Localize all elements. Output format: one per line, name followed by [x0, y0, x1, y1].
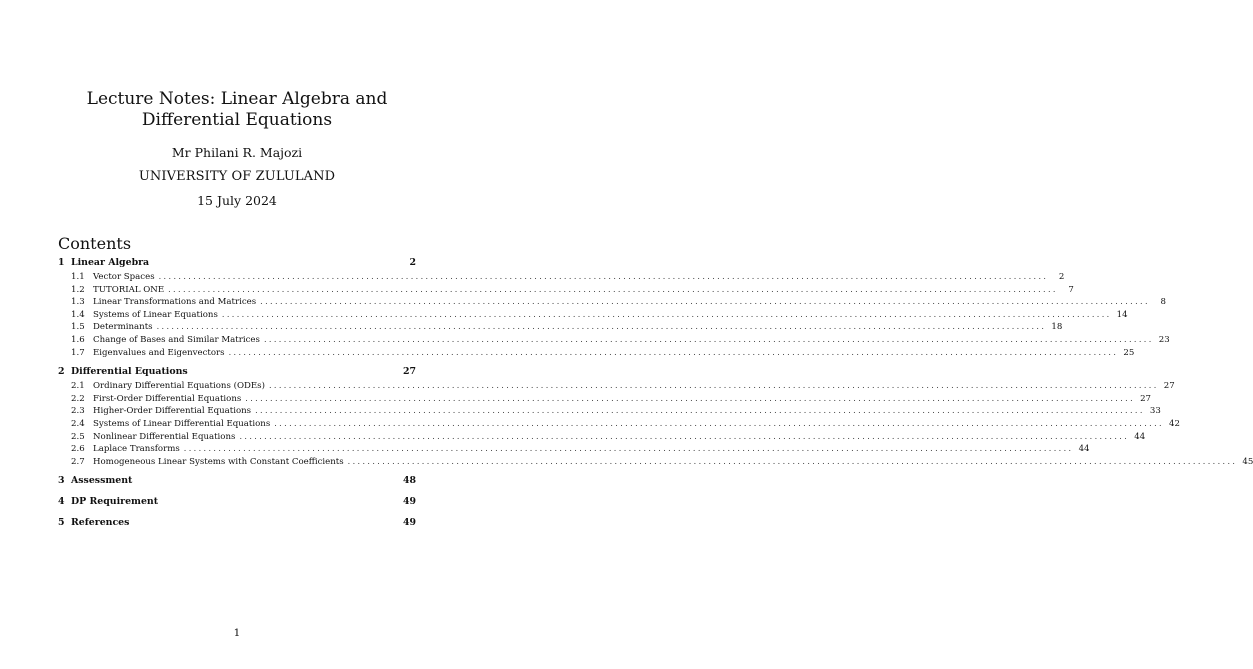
toc-subsection-title: Ordinary Differential Equations (ODEs) — [93, 381, 265, 392]
toc-dot-leader: .................................................................................................................................................................................... — [260, 297, 1150, 307]
toc-subsection-title: Eigenvalues and Eigenvectors — [93, 347, 225, 358]
toc-dot-leader: .................................................................................................................................................................................... — [245, 393, 1136, 403]
toc-subsection-title: Linear Transformations and Matrices — [93, 297, 257, 308]
toc-dot-leader: .................................................................................................................................................................................... — [168, 284, 1058, 294]
toc-subsection-page: 27 — [1140, 393, 1152, 404]
toc-section-page: 2 — [409, 257, 416, 268]
toc-section-title: References — [71, 517, 130, 529]
toc-subsection-title: Systems of Linear Equations — [93, 309, 218, 320]
document-date: 15 July 2024 — [197, 193, 277, 208]
toc-subsection-entry[interactable] — [58, 347, 1135, 361]
toc-subsection-entry[interactable] — [58, 456, 1253, 470]
toc-subsection-title: TUTORIAL ONE — [93, 284, 165, 295]
document-title: Lecture Notes: Linear Algebra and Differential Equations — [86, 89, 388, 130]
toc-subsection-number: 2.3 — [71, 406, 85, 417]
toc-dot-leader: .................................................................................................................................................................................... — [228, 347, 1119, 357]
toc-section-title: Linear Algebra — [71, 257, 150, 268]
toc-section-number: 5 — [58, 517, 65, 529]
toc-subsection-entry[interactable] — [58, 381, 1175, 394]
toc-subsection-entry[interactable] — [58, 309, 1128, 323]
toc-subsection-entry[interactable] — [58, 444, 1090, 457]
toc-section-number: 2 — [58, 366, 65, 378]
toc-subsection-title: Laplace Transforms — [93, 444, 180, 455]
toc-subsection-page: 18 — [1051, 322, 1063, 333]
page-number: 1 — [233, 627, 241, 639]
toc-section-number: 3 — [58, 475, 65, 487]
toc-section-entry[interactable] — [58, 257, 416, 272]
toc-subsection-number: 2.4 — [71, 418, 85, 429]
toc-subsection-entry[interactable] — [58, 431, 1146, 445]
toc-subsection-number: 2.1 — [71, 381, 85, 392]
toc-subsection-page: 44 — [1078, 444, 1090, 455]
toc-subsection-number: 1.1 — [71, 272, 85, 282]
toc-section — [58, 366, 1253, 469]
toc-subsection-page: 8 — [1160, 297, 1166, 308]
toc-subsection-entry[interactable] — [58, 322, 1063, 335]
toc-dot-leader: .................................................................................................................................................................................... — [183, 444, 1074, 454]
toc-subsection-page: 33 — [1149, 406, 1161, 417]
toc-subsection-page: 42 — [1169, 418, 1180, 429]
toc-subsection-number: 1.4 — [71, 309, 85, 320]
toc-section — [58, 496, 416, 511]
toc-subsection-page: 45 — [1242, 456, 1253, 467]
toc-section-page: 49 — [402, 496, 416, 508]
toc-subsection-number: 2.6 — [71, 444, 85, 455]
toc-subsection-title: Vector Spaces — [93, 272, 155, 282]
toc-section-entry[interactable] — [58, 496, 416, 511]
toc-subsection-number: 1.5 — [71, 322, 85, 333]
toc-subsection-entry[interactable] — [58, 284, 1074, 298]
toc-section-page: 49 — [402, 517, 416, 529]
toc-section-page: 27 — [402, 366, 416, 378]
toc-section-title: Differential Equations — [71, 366, 188, 378]
toc-subsection-page: 7 — [1068, 284, 1074, 295]
toc-subsection-number: 1.2 — [71, 284, 85, 295]
author-name: Mr Philani R. Majozi — [171, 145, 303, 160]
toc-dot-leader: .................................................................................................................................................................................... — [239, 431, 1130, 441]
toc-section-page: 48 — [402, 475, 416, 487]
toc-section-entry[interactable] — [58, 475, 416, 490]
toc-subsection-number: 2.2 — [71, 393, 85, 404]
toc-subsection-title: Determinants — [93, 322, 153, 333]
toc-subsection-entry[interactable] — [58, 406, 1161, 419]
toc-subsection-title: Nonlinear Differential Equations — [93, 431, 236, 442]
toc-section-number: 1 — [58, 257, 65, 268]
toc-section-title: DP Requirement — [71, 496, 159, 508]
toc-subsection-title: Systems of Linear Differential Equations — [93, 418, 271, 429]
toc-subsection-number: 1.7 — [71, 347, 85, 358]
toc-section-entry[interactable] — [58, 517, 416, 532]
toc-subsection-entry[interactable] — [58, 297, 1166, 310]
toc-dot-leader: .................................................................................................................................................................................... — [221, 309, 1112, 319]
toc-section-number: 4 — [58, 496, 65, 508]
toc-subsection-entry[interactable] — [58, 272, 1065, 285]
toc-subsection-page: 2 — [1058, 272, 1065, 282]
toc-subsection-entry[interactable] — [58, 334, 1170, 348]
toc-subsection-number: 2.5 — [71, 431, 85, 442]
toc-section-entry[interactable] — [58, 366, 416, 381]
institution-name: UNIVERSITY OF ZULULAND — [138, 169, 336, 184]
toc-section — [58, 475, 416, 490]
toc-subsection-page: 23 — [1158, 334, 1170, 345]
toc-subsection-title: Change of Bases and Similar Matrices — [93, 334, 260, 345]
toc-subsection-page: 44 — [1134, 431, 1146, 442]
toc-subsection-title: Homogeneous Linear Systems with Constant Coefficients — [93, 456, 344, 467]
toc-subsection-number: 1.3 — [71, 297, 85, 308]
toc-subsection-title: Higher-Order Differential Equations — [93, 406, 252, 417]
toc-subsection-page: 14 — [1116, 309, 1128, 320]
toc-subsection-entry[interactable] — [58, 393, 1152, 407]
toc-dot-leader: .................................................................................................................................................................................... — [263, 334, 1154, 344]
toc-dot-leader: .................................................................................................................................................................................... — [255, 406, 1145, 416]
toc-dot-leader: .................................................................................................................................................................................... — [274, 418, 1164, 428]
toc-dot-leader: .................................................................................................................................................................................... — [347, 456, 1238, 466]
toc-subsection-number: 2.7 — [71, 456, 85, 467]
toc-subsection-page: 25 — [1123, 347, 1135, 358]
toc-dot-leader: .................................................................................................................................................................................... — [268, 381, 1159, 391]
toc-section — [58, 517, 416, 532]
toc-subsection-number: 1.6 — [71, 334, 85, 345]
table-of-contents — [58, 257, 1253, 538]
toc-subsection-title: First-Order Differential Equations — [93, 393, 242, 404]
contents-heading: Contents — [58, 234, 132, 253]
toc-section-title: Assessment — [71, 475, 133, 487]
toc-subsection-entry[interactable] — [58, 418, 1180, 432]
toc-section — [58, 257, 1170, 360]
toc-dot-leader: .................................................................................................................................................................................... — [156, 322, 1047, 332]
toc-dot-leader: .................................................................................................................................................................................... — [158, 272, 1049, 281]
toc-subsection-page: 27 — [1163, 381, 1175, 392]
